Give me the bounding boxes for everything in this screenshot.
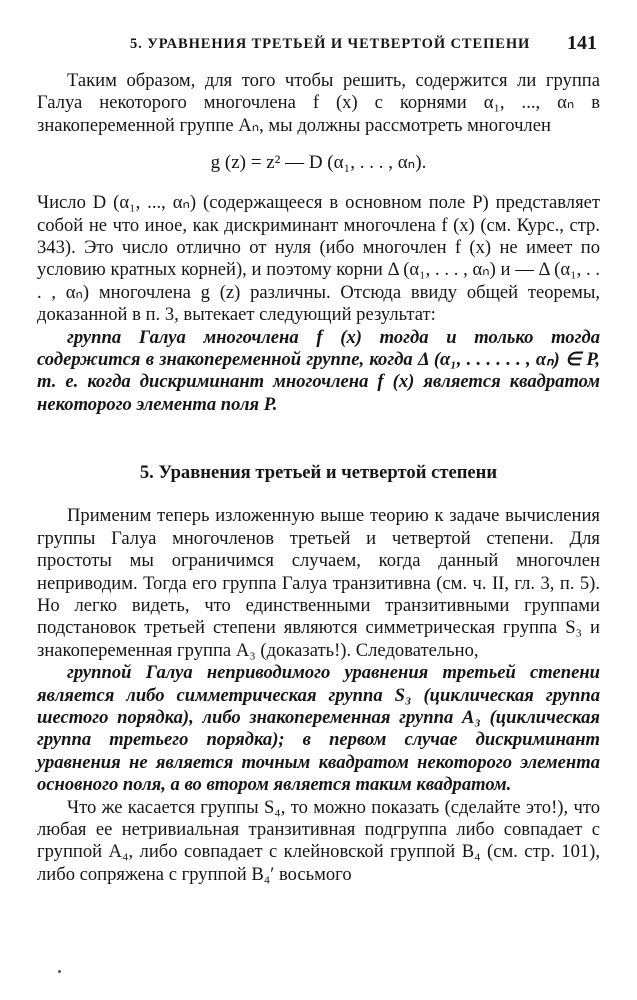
running-title: 5. УРАВНЕНИЯ ТРЕТЬЕЙ И ЧЕТВЕРТОЙ СТЕПЕНИ <box>130 36 531 52</box>
theorem-alternating-group: группа Галуа многочлена f (x) тогда и только тогда содержится в знакопеременной группе, когда Δ (α₁, . . . . . . , αₙ) ∈ P, т. е. когда дискриминант многочлена f (x) является квадратом некоторого элемента поля P. <box>37 326 600 415</box>
paragraph-discriminant: Число D (α₁, ..., αₙ) (содержащееся в основном поле P) представляет собой не что иное, как дискриминант многочлена f (x) (см. Курс., стр. 343). Это число отлично от нуля (ибо многочлен f (x) не имеет по условию кратных корней), и поэтому корни Δ (α₁, . . . , αₙ) и — Δ (α₁, . . . , αₙ) многочлена g (z) различны. Отсюда ввиду общей теоремы, доказанной в п. 3, вытекает следующий результат: <box>37 192 600 326</box>
paragraph-galois-theory-application: Применим теперь изложенную выше теорию к задаче вычисления группы Галуа многочленов третьей и четвертой степени. Для простоты мы ограничимся случаем, когда данный многочлен неприводим. Тогда его группа Галуа транзитивна (см. ч. II, гл. 3, п. 5). Но легко видеть, что единственными транзитивными группами подстановок третьей степени являются симметрическая группа S₃ и знакопеременная группа A₃ (доказать!). Следовательно, <box>37 505 600 661</box>
page-body <box>37 70 600 886</box>
section-heading: 5. Уравнения третьей и четвертой степени <box>139 462 498 484</box>
print-speck <box>58 970 61 973</box>
paragraph-intro: Таким образом, для того чтобы решить, содержится ли группа Галуа некоторого многочлена f (x) с корнями α₁, ..., αₙ в знакопеременной группе Aₙ, мы должны рассмотреть многочлен <box>37 70 600 136</box>
page-number: 141 <box>567 32 597 54</box>
theorem-cubic-galois-group: группой Галуа неприводимого уравнения третьей степени является либо симметрическая группа S₃ (циклическая группа шестого порядка), либо знакопеременная группа A₃ (циклическая группа третьего порядка); в первом случае дискриминант уравнения не является точным квадратом некоторого элемента основного поля, а во втором является таким квадратом. <box>37 662 600 796</box>
formula-g: g (z) = z² — D (α₁, . . . , αₙ). <box>210 152 427 174</box>
page-header <box>0 32 637 62</box>
paragraph-s4-subgroups: Что же касается группы S₄, то можно показать (сделайте это!), что любая ее нетривиальная транзитивная подгруппа либо совпадает с группой A₄, либо совпадает с клейновской группой B₄ (см. стр. 101), либо сопряжена с группой B₄′ восьмого <box>37 796 600 885</box>
